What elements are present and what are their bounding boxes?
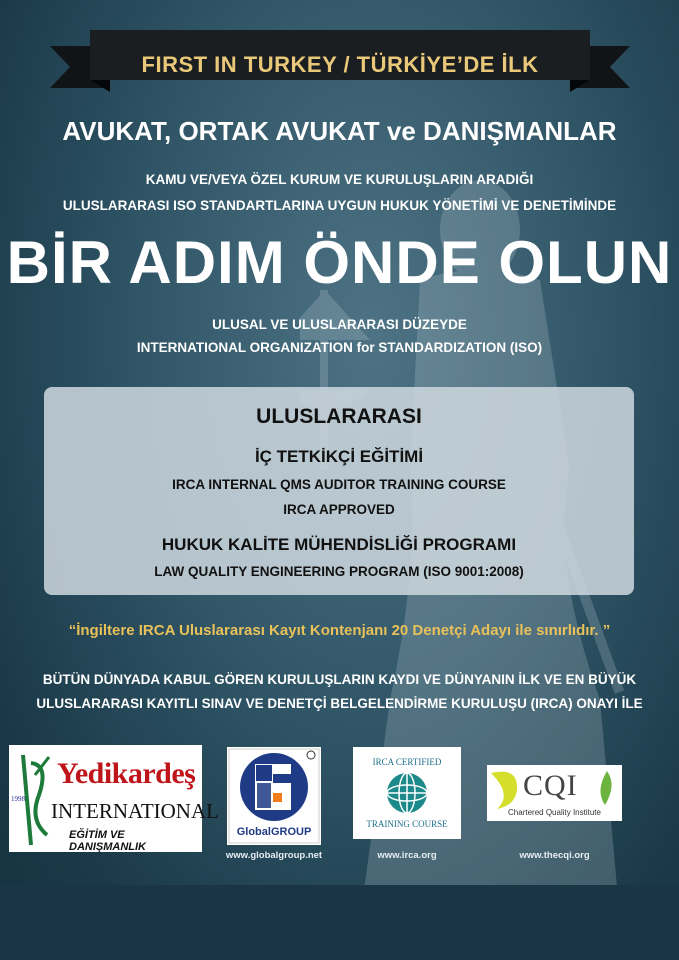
subtitle-line-1: KAMU VE/VEYA ÖZEL KURUM VE KURULUŞLARIN ARADIĞI — [145, 172, 534, 187]
program-title: HUKUK KALİTE MÜHENDİSLİĞİ PROGRAMI — [161, 535, 517, 554]
bottom-line-1: BÜTÜN DÜNYADA KABUL GÖREN KURULUŞLARIN KAYDI VE DÜNYANIN İLK VE EN BÜYÜK — [42, 672, 637, 687]
footer-strip — [0, 885, 679, 960]
yedikardes-name: Yedikardeş — [57, 757, 196, 790]
globalgroup-url[interactable]: www.globalgroup.net — [225, 850, 323, 861]
globalgroup-name: GlobalGROUP — [236, 826, 312, 838]
bottom-line-2: ULUSLARARASI KAYITLI SINAV VE DENETÇİ BELGELENDİRME KURULUŞU (IRCA) ONAYI İLE — [36, 696, 643, 711]
cqi-name: CQI — [523, 769, 578, 802]
irca-url[interactable]: www.irca.org — [377, 850, 437, 861]
cqi-url[interactable]: www.thecqi.org — [519, 850, 590, 861]
ribbon-text: FIRST IN TURKEY / TÜRKİYE’DE İLK — [141, 52, 539, 77]
main-title: AVUKAT, ORTAK AVUKAT ve DANIŞMANLAR — [62, 116, 617, 146]
quota-quote: “İngiltere IRCA Uluslararası Kayıt Kontenjanı 20 Denetçi Adayı ile sınırlıdır. ” — [68, 622, 611, 639]
cqi-subtitle: Chartered Quality Institute — [508, 808, 601, 817]
headline: BİR ADIM ÖNDE OLUN — [6, 229, 673, 296]
panel-heading: ULUSLARARASI — [256, 405, 422, 428]
irca-top-text: IRCA CERTIFIED — [372, 757, 442, 767]
globalgroup-logo — [227, 747, 321, 845]
subtitle-line-4: INTERNATIONAL ORGANIZATION for STANDARDIZATION (ISO) — [136, 340, 543, 355]
yedikardes-international: INTERNATIONAL — [51, 799, 219, 823]
course-title-en: IRCA INTERNAL QMS AUDITOR TRAINING COURSE — [172, 477, 506, 492]
yedikardes-logo — [9, 745, 219, 853]
irca-logo — [353, 747, 461, 839]
subtitle-line-2: ULUSLARARASI ISO STANDARTLARINA UYGUN HUKUK YÖNETİMİ VE DENETİMİNDE — [62, 198, 617, 213]
course-info-panel — [44, 387, 634, 595]
approved-label: IRCA APPROVED — [283, 502, 395, 517]
irca-bottom-text: TRAINING COURSE — [366, 819, 448, 829]
yedikardes-year: 1998 — [11, 795, 25, 803]
program-title-en: LAW QUALITY ENGINEERING PROGRAM (ISO 9001:2008) — [154, 564, 524, 579]
cqi-logo — [487, 765, 622, 821]
course-title: İÇ TETKİKÇİ EĞİTİMİ — [254, 447, 424, 466]
subtitle-line-3: ULUSAL VE ULUSLARARASI DÜZEYDE — [212, 317, 467, 332]
yedikardes-tagline: EĞİTİM VE DANIŞMANLIK — [69, 829, 146, 853]
